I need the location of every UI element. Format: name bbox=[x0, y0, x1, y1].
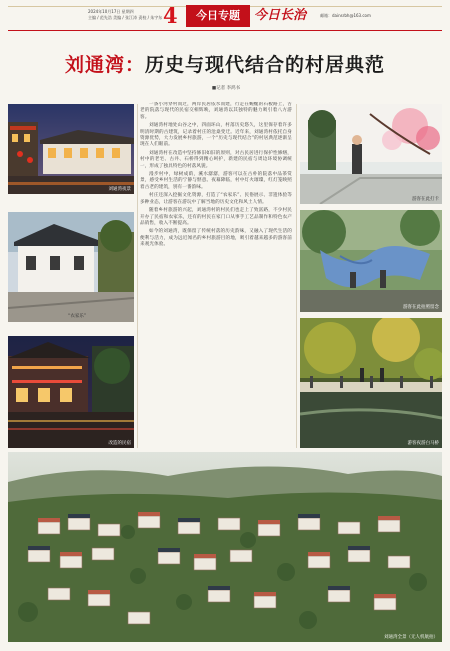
body-paragraph: 一条小河穿村而过，两岸民居依水而建，行走在蜿蜒的石板路上，古老的院落与现代的民宿交相辉映，刘通湾以其独特的魅力吸引着八方游客。 bbox=[140, 102, 292, 120]
photo-night-bridge bbox=[300, 318, 442, 448]
photo-caption: 游客在此拍照留念 bbox=[403, 305, 439, 310]
article-body bbox=[140, 102, 292, 470]
body-paragraph: 村庄还深入挖掘文化资源，打造了“农家乐”、民俗展示、非遗体验等多种业态，让游客在游玩中了解当地的历史文化和风土人情。 bbox=[140, 193, 292, 205]
body-paragraph: 随着乡村旅游的兴起，刘通湾村的村民们也走上了致富路，不少村民开办了民宿和农家乐，还有的村民在家门口从事手工艺品制作和特色农产品销售，收入不断提高。 bbox=[140, 208, 292, 226]
photo-caption: 刘通湾全景（无人机航拍） bbox=[384, 635, 438, 640]
header-editors: 主编 / 范先浩 美编 / 张江涛 责校 / 朱宇东 bbox=[88, 15, 163, 20]
photo-caption: 刘通湾夜景 bbox=[108, 187, 131, 192]
photo-caption: 改造的民宿 bbox=[108, 441, 131, 446]
article-title bbox=[20, 50, 430, 80]
title-place: 刘通湾： bbox=[64, 54, 145, 76]
body-paragraph: 漫步村中，绿树成荫，溪水潺潺，游客可以在古朴的院落中品茶赏景，感受乡村生活的宁静与惬意。夜幕降临，村中灯火璀璨，红灯笼映照着古老的建筑，别有一番韵味。 bbox=[140, 172, 292, 190]
photo-farm-courtyard bbox=[8, 212, 134, 322]
body-paragraph: 如今的刘通湾，既保留了传统村落的历史韵味，又融入了现代生活的便利与活力，成为远近闻名的乡村旅游目的地，吸引着越来越多的游客前来观光体验。 bbox=[140, 229, 292, 248]
byline: ■记者 李鸿书 bbox=[211, 86, 241, 91]
column-divider-right bbox=[296, 104, 297, 448]
header-bottom-rule bbox=[8, 30, 442, 31]
body-paragraph: 刘通湾村地处山谷之中，四面环山，村落历史悠久，这里保存着许多明清时期的古建筑，记录着村庄的沧桑变迁。近年来，刘通湾村依托自身资源优势，大力发展乡村旅游，一个“历史与现代结合”的村居典范逐渐呈现在人们眼前。 bbox=[140, 123, 292, 148]
section-banner: 今日专题 bbox=[186, 5, 250, 27]
header-date: 2024年10月17日 星期四 bbox=[88, 9, 134, 14]
photo-blue-sculpture bbox=[300, 210, 442, 312]
photo-night-village bbox=[8, 104, 134, 194]
photo-caption: 游客夜游白马桥 bbox=[407, 441, 439, 446]
page-number: 4 bbox=[163, 3, 178, 28]
photo-caption: 游客在此打卡 bbox=[412, 197, 439, 202]
photo-renovated-inn bbox=[8, 336, 134, 448]
title-rest: 历史与现代结合的村居典范 bbox=[145, 54, 386, 76]
newspaper-logo: 今日长治 bbox=[254, 8, 307, 23]
body-paragraph: 刘通湾村在改造中坚持修旧如旧的原则，对古民居进行保护性修缮，村中的老宅、古井、石桥得到精心呵护，新建的民宿与周边环境协调统一，形成了独具特色的村落风貌。 bbox=[140, 150, 292, 169]
photo-aerial-panorama bbox=[8, 452, 442, 642]
photo-mural-checkin bbox=[300, 104, 442, 204]
header-meta bbox=[88, 9, 162, 21]
header-contact: 邮箱：dainsrbh@163.com bbox=[320, 13, 371, 18]
photo-caption: “农家乐” bbox=[68, 314, 87, 319]
column-divider-left bbox=[137, 104, 138, 448]
